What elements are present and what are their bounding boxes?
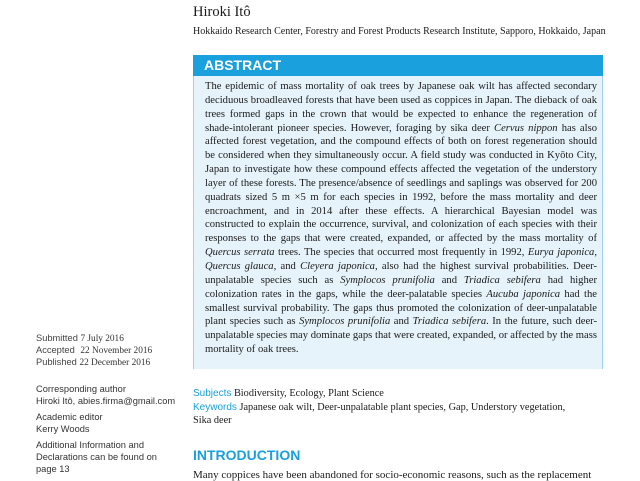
submitted-date: 7 July 2016 xyxy=(80,334,124,344)
introduction-text: Many coppices have been abandoned for socio-economic reasons, such as the replacement xyxy=(193,469,592,481)
species-name: Quercus serrata xyxy=(205,247,275,259)
submitted-label: Submitted xyxy=(36,333,78,343)
subjects-value: Biodiversity, Ecology, Plant Science xyxy=(233,388,384,399)
corresponding-heading: Corresponding author xyxy=(36,384,126,394)
author-affiliation: Hokkaido Research Center, Forestry and Forest Products Research Institute, Sapporo, Hokkaido, Japan xyxy=(193,26,606,37)
additional-info-line2: Declarations can be found on xyxy=(36,452,157,462)
species-name: Symplocos prunifolia xyxy=(299,316,391,328)
species-name: Quercus glauca xyxy=(205,260,274,272)
abstract-heading: ABSTRACT xyxy=(193,55,603,76)
submitted-line xyxy=(36,333,124,346)
abstract-segment: The epidemic of mass mortality of oak trees by Japanese oak wilt has affected secondary deciduous broadleaved forests that have been used as coppices in Japan. The dieback of oak trees formed gaps in the crown that would be expected to enhance the regeneration of shade-intolerant pioneer species. However, foraging by sika deer xyxy=(205,81,597,134)
abstract-segment: and xyxy=(434,274,464,286)
species-name: Cleyera japonica xyxy=(300,260,375,272)
additional-info-line3[interactable]: page 13 xyxy=(36,464,70,474)
abstract-segment: , xyxy=(594,247,597,259)
abstract-segment: , and xyxy=(273,260,301,272)
keywords-value-line1: Japanese oak wilt, Deer-unpalatable plant species, Gap, Understory vegetation, xyxy=(239,402,566,413)
accepted-date: 22 November 2016 xyxy=(80,346,153,356)
abstract-segment: trees. The species that occurred most frequently in 1992, xyxy=(274,247,528,259)
subjects-line xyxy=(193,387,384,400)
abstract-segment: has also affected forest vegetation, and the compound effects of both on forest regeneration should be considered when they simultaneously occur. A field study was conducted in Kyōto City, Japan to investigate how these compound effects affected the vegetation of the understory layer of these forests. The presence/absence of seedlings and saplings was observed for 200 quadrats sized 5 m ×5 m for each species in 1992, before the mass mortality and deer encroachment, and in 2014 after these effects. A hierarchical Bayesian model was constructed to explain the occurrence, survival, and colonization of each species with their responses to the gaps that were created, expanded, or affected by the mass mortality of xyxy=(205,122,597,245)
species-name: Triadica sebifera xyxy=(412,316,487,328)
corresponding-value[interactable]: Hiroki Itô, abies.firma@gmail.com xyxy=(36,396,176,406)
abstract-segment: . In the future, such deer-unpalatable species may dominate gaps that were created, expanded, or affected by the mass mortality of oak trees. xyxy=(205,316,597,356)
abstract-segment: and xyxy=(390,316,413,328)
subjects-label: Subjects xyxy=(193,388,232,399)
accepted-line xyxy=(36,345,152,358)
editor-heading: Academic editor xyxy=(36,412,103,422)
species-name: Aucuba japonica xyxy=(486,288,561,300)
species-name: Eurya japonica xyxy=(527,247,595,259)
abstract-segment: , also had the highest survival probabilities. Deer-unpalatable species such as xyxy=(205,260,598,286)
species-name: Triadica sebifera xyxy=(463,274,541,286)
published-line xyxy=(36,357,150,370)
published-date: 22 December 2016 xyxy=(79,358,151,368)
accepted-label: Accepted xyxy=(36,345,75,355)
species-name: Cervus nippon xyxy=(494,122,558,134)
keywords-label: Keywords xyxy=(193,402,237,413)
keywords-value-line2: Sika deer xyxy=(193,415,232,426)
published-label: Published xyxy=(36,357,77,367)
abstract-segment: had higher colonization rates in the gaps, while the deer-palatable species xyxy=(205,274,598,300)
introduction-heading: INTRODUCTION xyxy=(193,447,301,463)
editor-value: Kerry Woods xyxy=(36,424,90,434)
species-name: Symplocos prunifolia xyxy=(340,274,435,286)
abstract-segment: had the smallest survival probability. The gaps thus promoted the colonization of deer-unpalatable plant species such as xyxy=(205,288,597,328)
additional-info-line1: Additional Information and xyxy=(36,440,145,450)
author-name: Hiroki Itô xyxy=(193,4,251,20)
keywords-line xyxy=(193,401,565,414)
abstract-text xyxy=(205,80,597,357)
